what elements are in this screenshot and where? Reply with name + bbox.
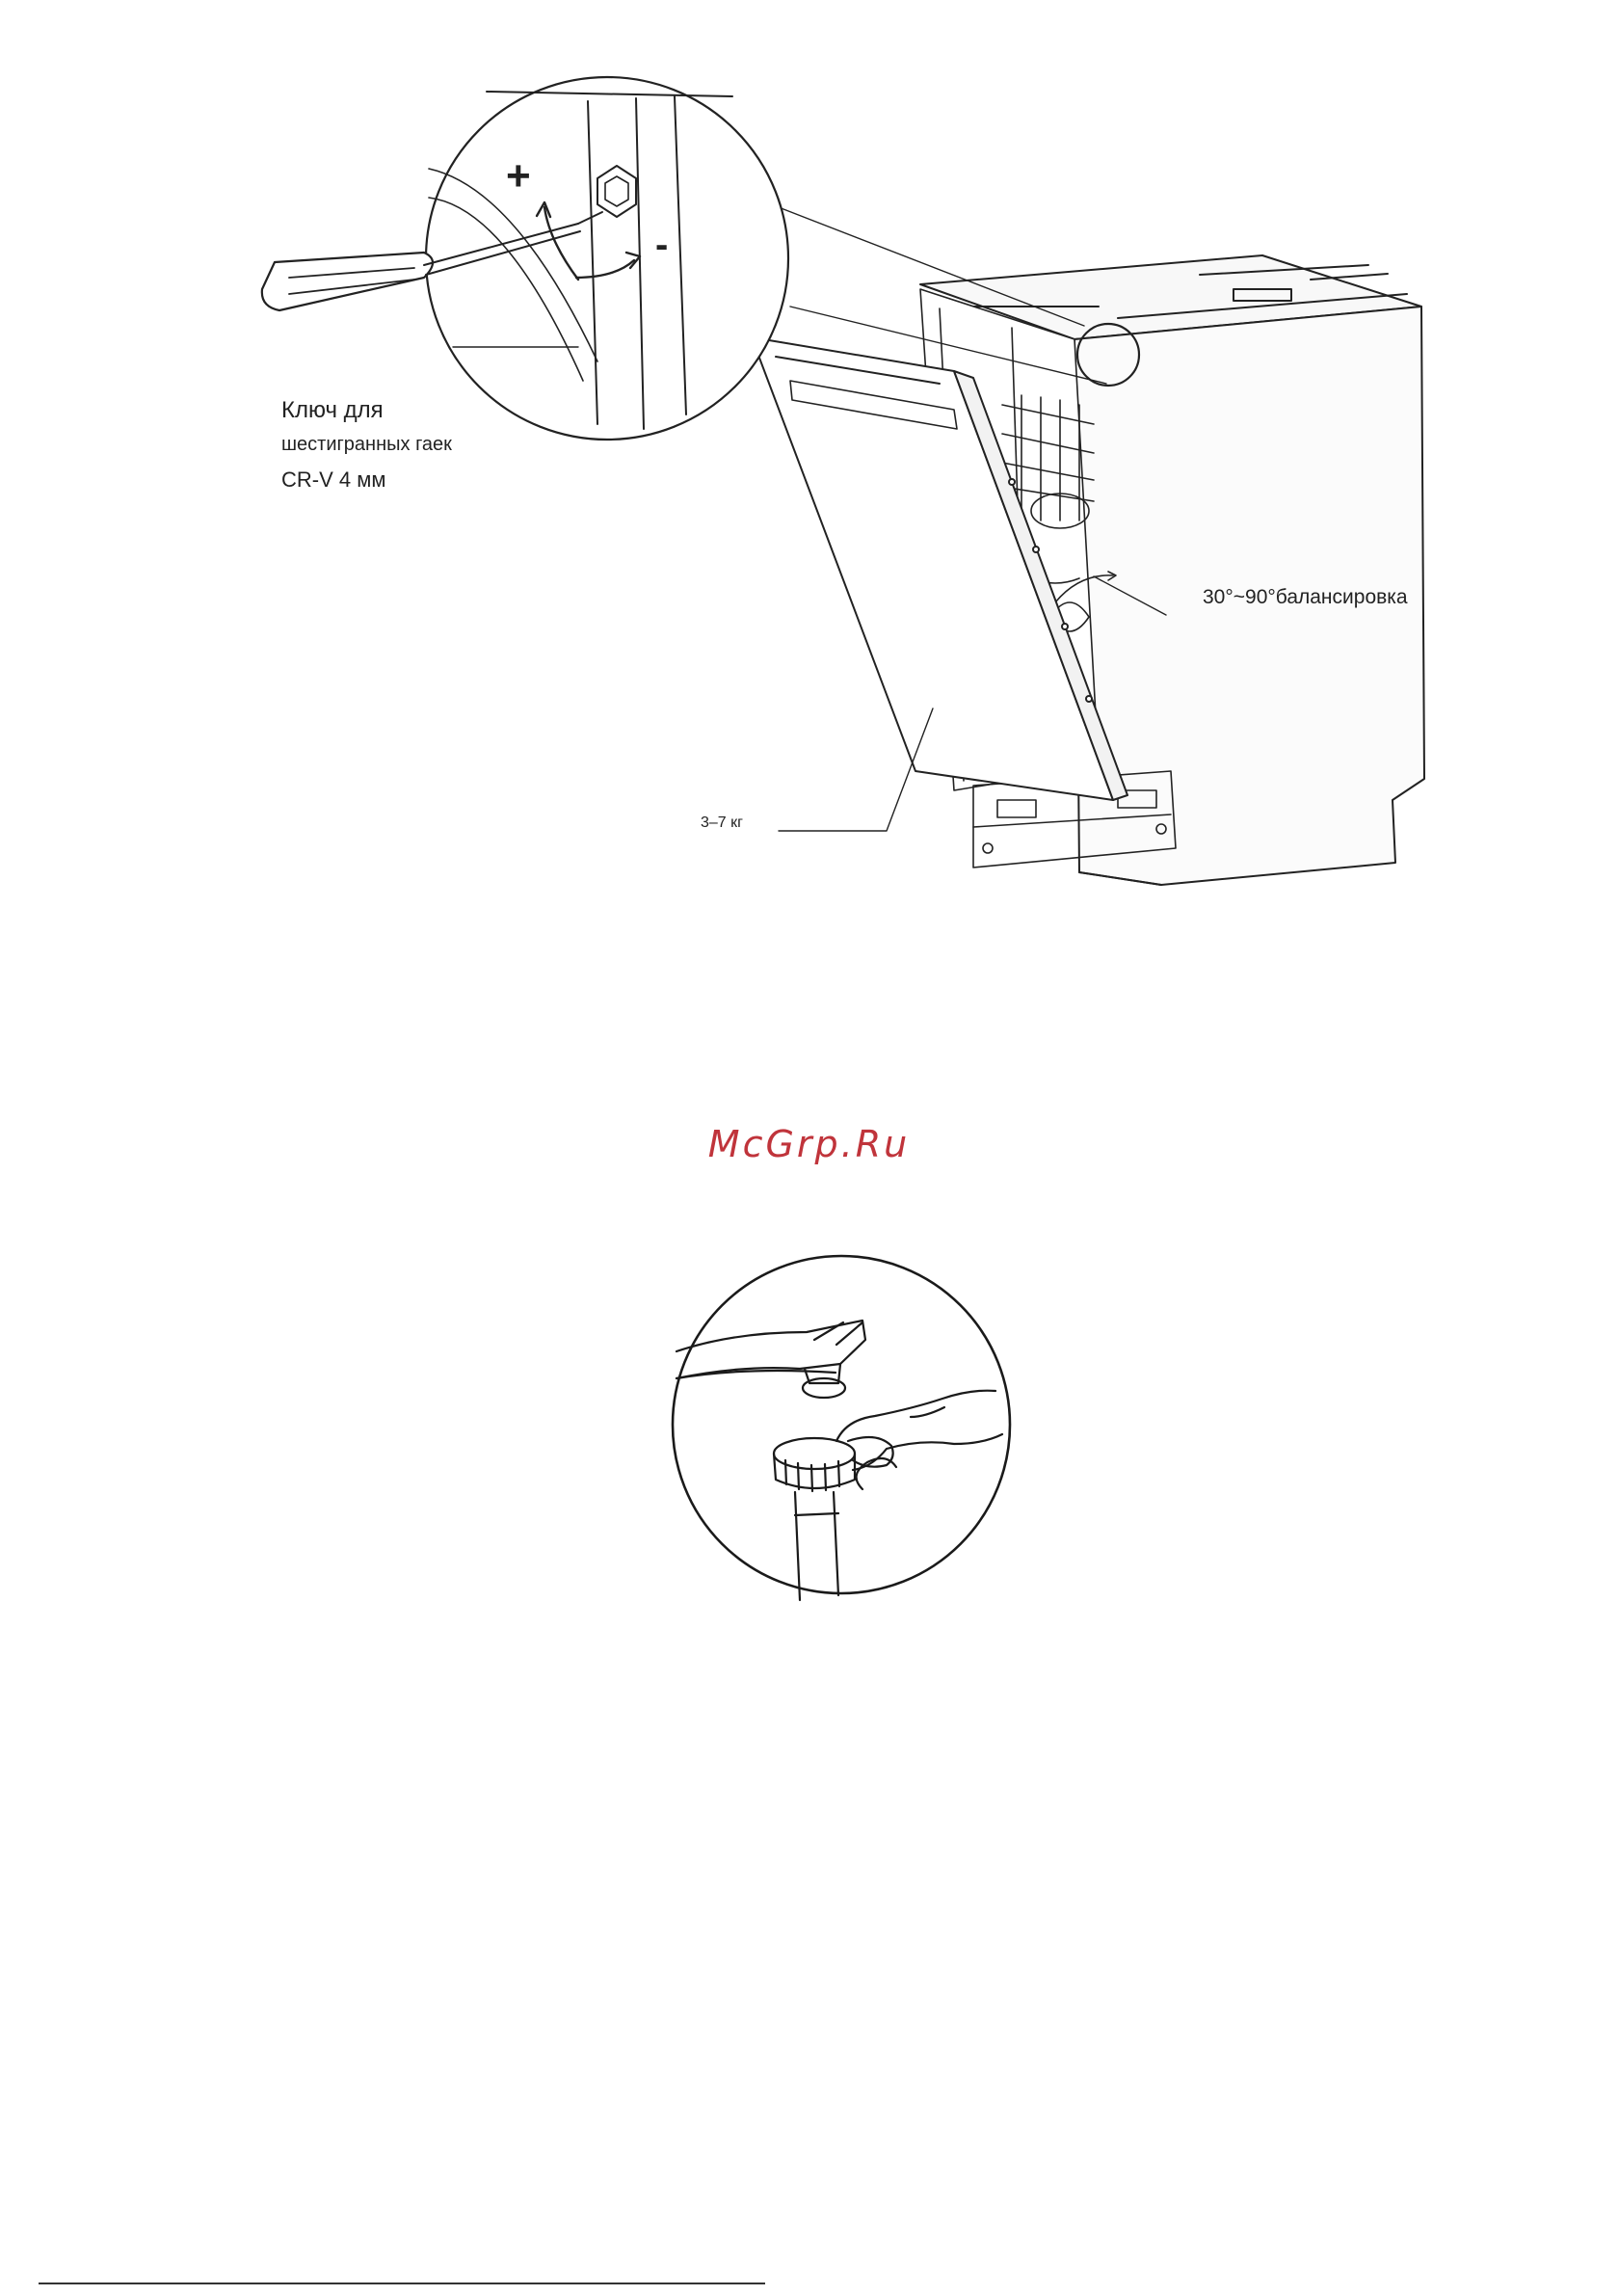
tap-detail-circle: [673, 1256, 1010, 1593]
dishwasher-door-adjustment-diagram: [0, 0, 1618, 925]
weight-label: 3–7 кг: [701, 814, 743, 831]
hand: [836, 1391, 1002, 1489]
key-label-line3: CR-V 4 мм: [281, 467, 386, 492]
plus-sign: +: [506, 152, 531, 200]
connector-nut: [774, 1438, 855, 1491]
watermark-text: McGrp.Ru: [707, 1123, 911, 1165]
faucet-spout: [676, 1321, 865, 1398]
minus-sign: -: [655, 224, 669, 266]
footer-rule: [39, 2283, 765, 2284]
key-label-line2: шестигранных гаек: [281, 434, 452, 455]
water-tap-connection-diagram: [655, 1243, 1031, 1610]
key-label-line1: Ключ для: [281, 397, 384, 423]
angle-label: 30°~90°балансировка: [1203, 586, 1408, 608]
hinge-zoom-detail: [426, 77, 788, 440]
